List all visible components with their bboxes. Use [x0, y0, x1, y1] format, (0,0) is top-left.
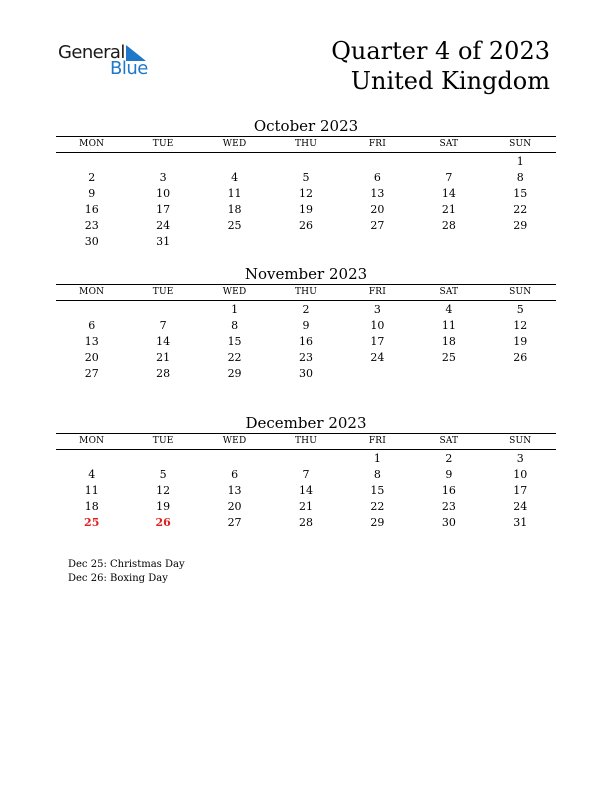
day-cell: 6	[373, 171, 381, 184]
weekday-label: THU	[294, 139, 318, 149]
day-cell: 1	[373, 452, 381, 465]
day-cell: 12	[298, 187, 313, 200]
day-cell: 8	[231, 319, 239, 332]
day-grid	[56, 302, 556, 382]
weekday-label: SAT	[439, 287, 459, 297]
day-cell: 17	[513, 484, 528, 497]
page-title	[331, 36, 550, 96]
day-cell: 9	[88, 187, 96, 200]
day-cell: 13	[370, 187, 385, 200]
empty-day-cell	[56, 451, 127, 467]
month-title: December 2023	[245, 414, 367, 432]
day-cell: 22	[227, 351, 242, 364]
day-cell: 17	[370, 335, 385, 348]
day-cell: 20	[84, 351, 99, 364]
day-cell: 25	[84, 516, 100, 529]
day-cell: 5	[302, 171, 310, 184]
day-cell: 13	[84, 335, 99, 348]
day-cell: 14	[156, 335, 171, 348]
weekday-label: TUE	[152, 287, 174, 297]
day-cell: 10	[370, 319, 385, 332]
day-cell: 16	[441, 484, 456, 497]
empty-day-cell	[199, 234, 270, 250]
day-cell: 7	[159, 319, 167, 332]
weekday-header	[56, 284, 556, 301]
logo-text-general: General	[58, 42, 125, 63]
day-cell: 11	[84, 484, 99, 497]
empty-day-cell	[270, 154, 341, 170]
logo-text-blue: Blue	[110, 58, 148, 79]
weekday-label: SUN	[509, 139, 532, 149]
month-title: October 2023	[253, 117, 359, 135]
weekday-label: SAT	[439, 436, 459, 446]
weekday-label: MON	[79, 139, 105, 149]
empty-day-cell	[199, 451, 270, 467]
day-cell: 25	[441, 351, 456, 364]
day-cell: 22	[370, 500, 385, 513]
holiday-note: Dec 26: Boxing Day	[68, 573, 168, 584]
day-cell: 20	[227, 500, 242, 513]
day-cell: 22	[513, 203, 528, 216]
day-cell: 16	[84, 203, 99, 216]
empty-day-cell	[413, 154, 484, 170]
day-cell: 26	[298, 219, 313, 232]
day-cell: 10	[513, 468, 528, 481]
day-cell: 27	[370, 219, 385, 232]
day-cell: 3	[516, 452, 524, 465]
day-cell: 24	[513, 500, 528, 513]
day-cell: 6	[231, 468, 239, 481]
day-cell: 19	[156, 500, 171, 513]
day-cell: 7	[445, 171, 453, 184]
day-cell: 31	[513, 516, 528, 529]
empty-day-cell	[127, 302, 198, 318]
month-october	[56, 116, 556, 250]
day-cell: 2	[302, 303, 310, 316]
day-cell: 10	[156, 187, 171, 200]
holiday-notes	[68, 558, 185, 586]
weekday-label: TUE	[152, 436, 174, 446]
day-cell: 23	[84, 219, 99, 232]
day-cell: 19	[513, 335, 528, 348]
day-cell: 5	[516, 303, 524, 316]
day-cell: 28	[156, 367, 171, 380]
day-cell: 21	[441, 203, 456, 216]
weekday-header	[56, 433, 556, 450]
empty-day-cell	[199, 154, 270, 170]
weekday-label: THU	[294, 287, 318, 297]
day-cell: 16	[298, 335, 313, 348]
day-cell: 2	[88, 171, 96, 184]
day-cell: 24	[156, 219, 171, 232]
day-cell: 4	[445, 303, 453, 316]
weekday-header	[56, 136, 556, 153]
day-cell: 27	[84, 367, 99, 380]
month-december	[56, 413, 556, 531]
title-quarter: Quarter 4 of 2023	[331, 37, 550, 65]
day-cell: 29	[370, 516, 385, 529]
day-cell: 25	[227, 219, 242, 232]
day-cell: 24	[370, 351, 385, 364]
day-cell: 21	[298, 500, 313, 513]
day-cell: 29	[227, 367, 242, 380]
day-cell: 1	[231, 303, 239, 316]
day-cell: 21	[156, 351, 171, 364]
day-cell: 8	[516, 171, 524, 184]
day-cell: 4	[88, 468, 96, 481]
day-cell: 18	[84, 500, 99, 513]
day-cell: 12	[156, 484, 171, 497]
day-cell: 15	[227, 335, 242, 348]
empty-day-cell	[127, 154, 198, 170]
weekday-label: MON	[79, 287, 105, 297]
day-cell: 18	[441, 335, 456, 348]
day-grid	[56, 154, 556, 250]
weekday-label: FRI	[368, 287, 387, 297]
weekday-label: FRI	[368, 139, 387, 149]
day-cell: 9	[302, 319, 310, 332]
weekday-label: WED	[222, 287, 247, 297]
weekday-label: WED	[222, 139, 247, 149]
day-cell: 5	[159, 468, 167, 481]
month-november	[56, 264, 556, 382]
empty-day-cell	[342, 154, 413, 170]
day-cell: 19	[298, 203, 313, 216]
empty-day-cell	[127, 451, 198, 467]
empty-day-cell	[413, 234, 484, 250]
day-cell: 11	[441, 319, 456, 332]
day-cell: 15	[370, 484, 385, 497]
day-cell: 15	[513, 187, 528, 200]
weekday-label: MON	[79, 436, 105, 446]
empty-day-cell	[342, 234, 413, 250]
day-cell: 8	[373, 468, 381, 481]
day-cell: 31	[156, 235, 171, 248]
day-cell: 12	[513, 319, 528, 332]
day-cell: 30	[441, 516, 456, 529]
day-cell: 29	[513, 219, 528, 232]
day-cell: 2	[445, 452, 453, 465]
day-cell: 26	[513, 351, 528, 364]
day-cell: 17	[156, 203, 171, 216]
day-cell: 13	[227, 484, 242, 497]
title-country: United Kingdom	[350, 67, 550, 95]
day-cell: 27	[227, 516, 242, 529]
empty-day-cell	[413, 366, 484, 382]
empty-day-cell	[56, 302, 127, 318]
day-cell: 9	[445, 468, 453, 481]
weekday-label: SUN	[509, 287, 532, 297]
weekday-label: THU	[294, 436, 318, 446]
day-cell: 14	[441, 187, 456, 200]
day-cell: 4	[231, 171, 239, 184]
empty-day-cell	[485, 366, 556, 382]
empty-day-cell	[485, 234, 556, 250]
empty-day-cell	[56, 154, 127, 170]
empty-day-cell	[342, 366, 413, 382]
day-cell: 23	[298, 351, 313, 364]
weekday-label: SAT	[439, 139, 459, 149]
month-title: November 2023	[244, 265, 368, 283]
day-cell: 11	[227, 187, 242, 200]
day-grid	[56, 451, 556, 531]
weekday-label: WED	[222, 436, 247, 446]
day-cell: 7	[302, 468, 310, 481]
day-cell: 23	[441, 500, 456, 513]
day-cell: 28	[298, 516, 313, 529]
holiday-note: Dec 25: Christmas Day	[68, 559, 185, 570]
day-cell: 26	[155, 516, 171, 529]
day-cell: 14	[298, 484, 313, 497]
day-cell: 1	[516, 155, 524, 168]
empty-day-cell	[270, 451, 341, 467]
day-cell: 30	[84, 235, 99, 248]
empty-day-cell	[270, 234, 341, 250]
day-cell: 28	[441, 219, 456, 232]
day-cell: 3	[373, 303, 381, 316]
weekday-label: SUN	[509, 436, 532, 446]
day-cell: 18	[227, 203, 242, 216]
weekday-label: TUE	[152, 139, 174, 149]
day-cell: 30	[298, 367, 313, 380]
day-cell: 20	[370, 203, 385, 216]
generalblue-logo	[58, 42, 168, 82]
day-cell: 3	[159, 171, 167, 184]
day-cell: 6	[88, 319, 96, 332]
weekday-label: FRI	[368, 436, 387, 446]
